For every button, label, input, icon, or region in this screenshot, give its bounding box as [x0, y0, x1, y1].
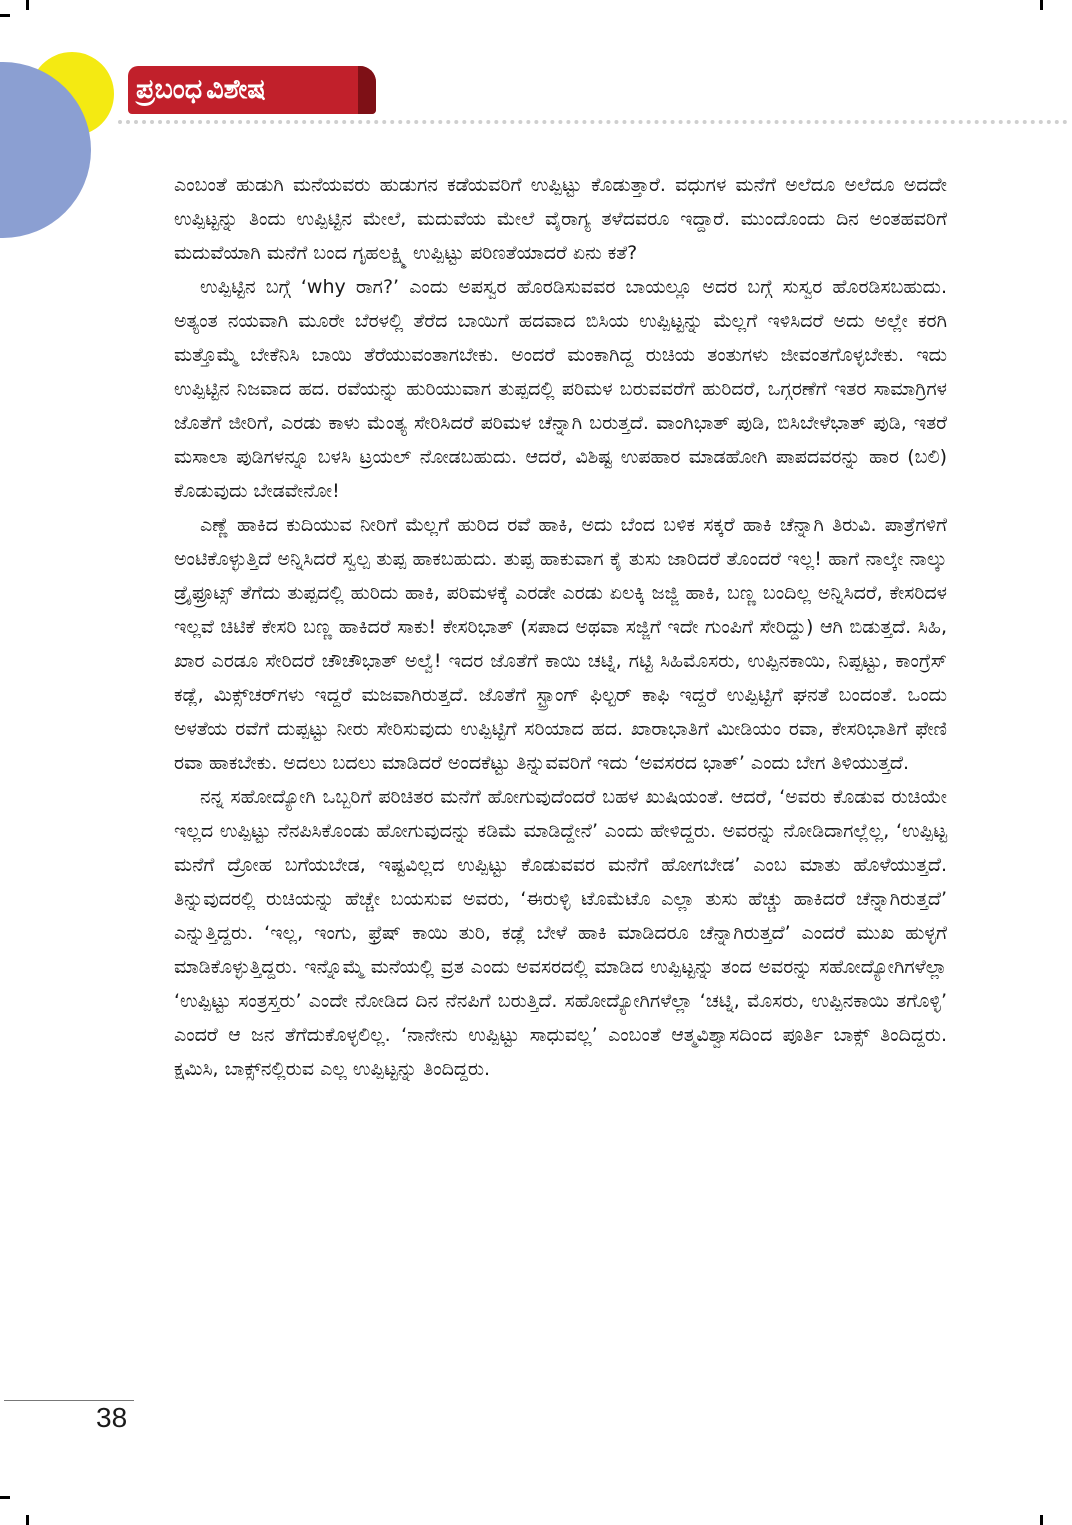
section-title-part1: ಪ್ರಬಂಧ — [136, 74, 203, 105]
crop-mark-left-top — [0, 14, 10, 17]
page-number: 38 — [96, 1402, 128, 1433]
section-title-part2: ವಿಶೇಷ — [206, 74, 266, 105]
crop-mark-bottom-right — [1040, 1515, 1043, 1525]
crop-mark-bottom-left — [26, 1515, 29, 1525]
dotted-header-rule — [118, 120, 1068, 124]
paragraph: ನನ್ನ ಸಹೋದ್ಯೋಗಿ ಒಬ್ಬರಿಗೆ ಪರಿಚಿತರ ಮನೆಗೆ ಹೋಗುವುದೆಂದರೆ ಬಹಳ ಖುಷಿಯಂತೆ. ಆದರೆ, ‘ಅವರು ಕೊಡುವ ರುಚಿಯೇ ಇಲ್ಲದ ಉಪ್ಪಿಟ್ಟು ನೆನಪಿಸಿಕೊಂಡು ಹೋಗುವುದನ್ನು ಕಡಿಮೆ ಮಾಡಿದ್ದೇನೆ’ ಎಂದು ಹೇಳಿದ್ದರು. ಅವರನ್ನು ನೋಡಿದಾಗಲ್ಲೆಲ್ಲ, ‘ಉಪ್ಪಿಟ್ಟ ಮನೆಗೆ ದ್ರೋಹ ಬಗೆಯಬೇಡ, ಇಷ್ಟವಿಲ್ಲದ ಉಪ್ಪಿಟ್ಟು ಕೊಡುವವರ ಮನೆಗೆ ಹೋಗಬೇಡ’ ಎಂಬ ಮಾತು ಹೊಳೆಯುತ್ತದೆ. ತಿನ್ನುವುದರಲ್ಲಿ ರುಚಿಯನ್ನು ಹೆಚ್ಚೇ ಬಯಸುವ ಅವರು, ‘ಈರುಳ್ಳಿ ಟೊಮೆಟೊ ಎಲ್ಲಾ ತುಸು ಹೆಚ್ಚು ಹಾಕಿದರೆ ಚೆನ್ನಾಗಿರುತ್ತದೆ’ ಎನ್ನುತ್ತಿದ್ದರು. ‘ಇಲ್ಲ, ಇಂಗು, ಫ್ರೆಷ್ ಕಾಯಿ ತುರಿ, ಕಡ್ಲೆ ಬೇಳೆ ಹಾಕಿ ಮಾಡಿದರೂ ಚೆನ್ನಾಗಿರುತ್ತದೆ’ ಎಂದರೆ ಮುಖ ಹುಳ್ಳಗೆ ಮಾಡಿಕೊಳ್ಳುತ್ತಿದ್ದರು. ಇನ್ನೊಮ್ಮೆ ಮನೆಯಲ್ಲಿ ವ್ರತ ಎಂದು ಅವಸರದಲ್ಲಿ ಮಾಡಿದ ಉಪ್ಪಿಟ್ಟನ್ನು ತಂದ ಅವರನ್ನು ಸಹೋದ್ಯೋಗಿಗಳೆಲ್ಲಾ ‘ಉಪ್ಪಿಟ್ಟು ಸಂತ್ರಸ್ತರು’ ಎಂದೇ ನೋಡಿದ ದಿನ ನೆನಪಿಗೆ ಬರುತ್ತಿದೆ. ಸಹೋದ್ಯೋಗಿಗಳೆಲ್ಲಾ ‘ಚಟ್ನಿ, ಮೊಸರು, ಉಪ್ಪಿನಕಾಯಿ ತಗೊಳ್ಳಿ’ ಎಂದರೆ ಆ ಜನ ತೆಗೆದುಕೊಳ್ಳಲಿಲ್ಲ. ‘ನಾನೇನು ಉಪ್ಪಿಟ್ಟು ಸಾಧುವಲ್ಲ’ ಎಂಬಂತೆ ಆತ್ಮವಿಶ್ವಾಸದಿಂದ ಪೂರ್ತಿ ಬಾಕ್ಸ್ ತಿಂದಿದ್ದರು. ಕ್ಷಮಿಸಿ, ಬಾಕ್ಸ್‌ನಲ್ಲಿರುವ ಎಲ್ಲ ಉಪ್ಪಿಟ್ಟನ್ನು ತಿಂದಿದ್ದರು. — [174, 786, 947, 1080]
page-number-rule — [4, 1400, 134, 1401]
paragraph: ಎಂಬಂತೆ ಹುಡುಗಿ ಮನೆಯವರು ಹುಡುಗನ ಕಡೆಯವರಿಗೆ ಉಪ್ಪಿಟ್ಟು ಕೊಡುತ್ತಾರೆ. ವಧುಗಳ ಮನೆಗೆ ಅಲೆದೂ ಅಲೆದೂ ಅದದೇ ಉಪ್ಪಿಟ್ಟನ್ನು ತಿಂದು ಉಪ್ಪಿಟ್ಟಿನ ಮೇಲೆ, ಮದುವೆಯ ಮೇಲೆ ವೈರಾಗ್ಯ ತಳೆದವರೂ ಇದ್ದಾರೆ. ಮುಂದೊಂದು ದಿನ ಅಂತಹವರಿಗೆ ಮದುವೆಯಾಗಿ ಮನೆಗೆ ಬಂದ ಗೃಹಲಕ್ಷ್ಮಿ ಉಪ್ಪಿಟ್ಟು ಪರಿಣತೆಯಾದರೆ ಏನು ಕತೆ? — [174, 174, 947, 264]
section-header-shade — [358, 66, 376, 114]
crop-mark-left-bottom — [0, 1496, 10, 1499]
article-body — [174, 168, 947, 1086]
section-title — [136, 70, 266, 110]
paragraph: ಉಪ್ಪಿಟ್ಟಿನ ಬಗ್ಗೆ ‘why ರಾಗ?’ ಎಂದು ಅಪಸ್ವರ ಹೊರಡಿಸುವವರ ಬಾಯಲ್ಲೂ ಅದರ ಬಗ್ಗೆ ಸುಸ್ವರ ಹೊರಡಿಸಬಹುದು. ಅತ್ಯಂತ ನಯವಾಗಿ ಮೂರೇ ಬೆರಳಲ್ಲಿ ತೆರೆದ ಬಾಯಿಗೆ ಹದವಾದ ಬಿಸಿಯ ಉಪ್ಪಿಟ್ಟನ್ನು ಮೆಲ್ಲಗೆ ಇಳಿಸಿದರೆ ಅದು ಅಲ್ಲೇ ಕರಗಿ ಮತ್ತೊಮ್ಮೆ ಬೇಕೆನಿಸಿ ಬಾಯಿ ತೆರೆಯುವಂತಾಗಬೇಕು. ಅಂದರೆ ಮಂಕಾಗಿದ್ದ ರುಚಿಯ ತಂತುಗಳು ಜೀವಂತಗೊಳ್ಳಬೇಕು. ಇದು ಉಪ್ಪಿಟ್ಟಿನ ನಿಜವಾದ ಹದ. ರವೆಯನ್ನು ಹುರಿಯುವಾಗ ತುಪ್ಪದಲ್ಲಿ ಪರಿಮಳ ಬರುವವರೆಗೆ ಹುರಿದರೆ, ಒಗ್ಗರಣೆಗೆ ಇತರ ಸಾಮಾಗ್ರಿಗಳ ಜೊತೆಗೆ ಜೀರಿಗೆ, ಎರಡು ಕಾಳು ಮೆಂತ್ಯ ಸೇರಿಸಿದರೆ ಪರಿಮಳ ಚೆನ್ನಾಗಿ ಬರುತ್ತದೆ. ವಾಂಗಿಭಾತ್ ಪುಡಿ, ಬಿಸಿಬೇಳೆಭಾತ್ ಪುಡಿ, ಇತರೆ ಮಸಾಲಾ ಪುಡಿಗಳನ್ನೂ ಬಳಸಿ ಟ್ರಯಲ್ ನೋಡಬಹುದು. ಆದರೆ, ವಿಶಿಷ್ಟ ಉಪಹಾರ ಮಾಡಹೋಗಿ ಪಾಪದವರನ್ನು ಹಾರ (ಬಲಿ) ಕೊಡುವುದು ಬೇಡವೇನೋ! — [174, 276, 947, 502]
section-header — [128, 66, 376, 114]
paragraph: ಎಣ್ಣೆ ಹಾಕಿದ ಕುದಿಯುವ ನೀರಿಗೆ ಮೆಲ್ಲಗೆ ಹುರಿದ ರವೆ ಹಾಕಿ, ಅದು ಬೆಂದ ಬಳಿಕ ಸಕ್ಕರೆ ಹಾಕಿ ಚೆನ್ನಾಗಿ ತಿರುವಿ. ಪಾತ್ರೆಗಳಿಗೆ ಅಂಟಿಕೊಳ್ಳುತ್ತಿದೆ ಅನ್ನಿಸಿದರೆ ಸ್ವಲ್ಪ ತುಪ್ಪ ಹಾಕಬಹುದು. ತುಪ್ಪ ಹಾಕುವಾಗ ಕೈ ತುಸು ಜಾರಿದರೆ ತೊಂದರೆ ಇಲ್ಲ! ಹಾಗೆ ನಾಲ್ಕೇ ನಾಲ್ಕು ಡ್ರೈಫ್ರೂಟ್ಸ್ ತೆಗೆದು ತುಪ್ಪದಲ್ಲಿ ಹುರಿದು ಹಾಕಿ, ಪರಿಮಳಕ್ಕೆ ಎರಡೇ ಎರಡು ಏಲಕ್ಕಿ ಜಜ್ಜಿ ಹಾಕಿ, ಬಣ್ಣ ಬಂದಿಲ್ಲ ಅನ್ನಿಸಿದರೆ, ಕೇಸರಿದಳ ಇಲ್ಲವೆ ಚಿಟಿಕೆ ಕೇಸರಿ ಬಣ್ಣ ಹಾಕಿದರೆ ಸಾಕು! ಕೇಸರಿಭಾತ್ (ಸಪಾದ ಅಥವಾ ಸಜ್ಜಿಗೆ ಇದೇ ಗುಂಪಿಗೆ ಸೇರಿದ್ದು) ಆಗಿ ಬಿಡುತ್ತದೆ. ಸಿಹಿ, ಖಾರ ಎರಡೂ ಸೇರಿದರೆ ಚೌಚೌಭಾತ್ ಅಲ್ವೆ! ಇದರ ಜೊತೆಗೆ ಕಾಯಿ ಚಟ್ನಿ, ಗಟ್ಟಿ ಸಿಹಿಮೊಸರು, ಉಪ್ಪಿನಕಾಯಿ, ನಿಪ್ಪಟ್ಟು, ಕಾಂಗ್ರೆಸ್ ಕಡ್ಲೆ, ಮಿಕ್ಸ್‌ಚರ್‌ಗಳು ಇದ್ದರೆ ಮಜವಾಗಿರುತ್ತದೆ. ಜೊತೆಗೆ ಸ್ಟ್ರಾಂಗ್ ಫಿಲ್ಟರ್ ಕಾಫಿ ಇದ್ದರೆ ಉಪ್ಪಿಟ್ಟಿಗೆ ಘನತೆ ಬಂದಂತೆ. ಒಂದು ಅಳತೆಯ ರವೆಗೆ ದುಪ್ಪಟ್ಟು ನೀರು ಸೇರಿಸುವುದು ಉಪ್ಪಿಟ್ಟಿಗೆ ಸರಿಯಾದ ಹದ. ಖಾರಾಭಾತಿಗೆ ಮೀಡಿಯಂ ರವಾ, ಕೇಸರಿಭಾತಿಗೆ ಫೇಣಿ ರವಾ ಹಾಕಬೇಕು. ಅದಲು ಬದಲು ಮಾಡಿದರೆ ಅಂದಕೆಟ್ಟು ತಿನ್ನುವವರಿಗೆ ಇದು ‘ಅವಸರದ ಭಾತ್’ ಎಂದು ಬೇಗ ತಿಳಿಯುತ್ತದೆ. — [174, 514, 947, 774]
crop-mark-top-left — [26, 0, 29, 10]
crop-mark-top-right — [1040, 0, 1043, 10]
